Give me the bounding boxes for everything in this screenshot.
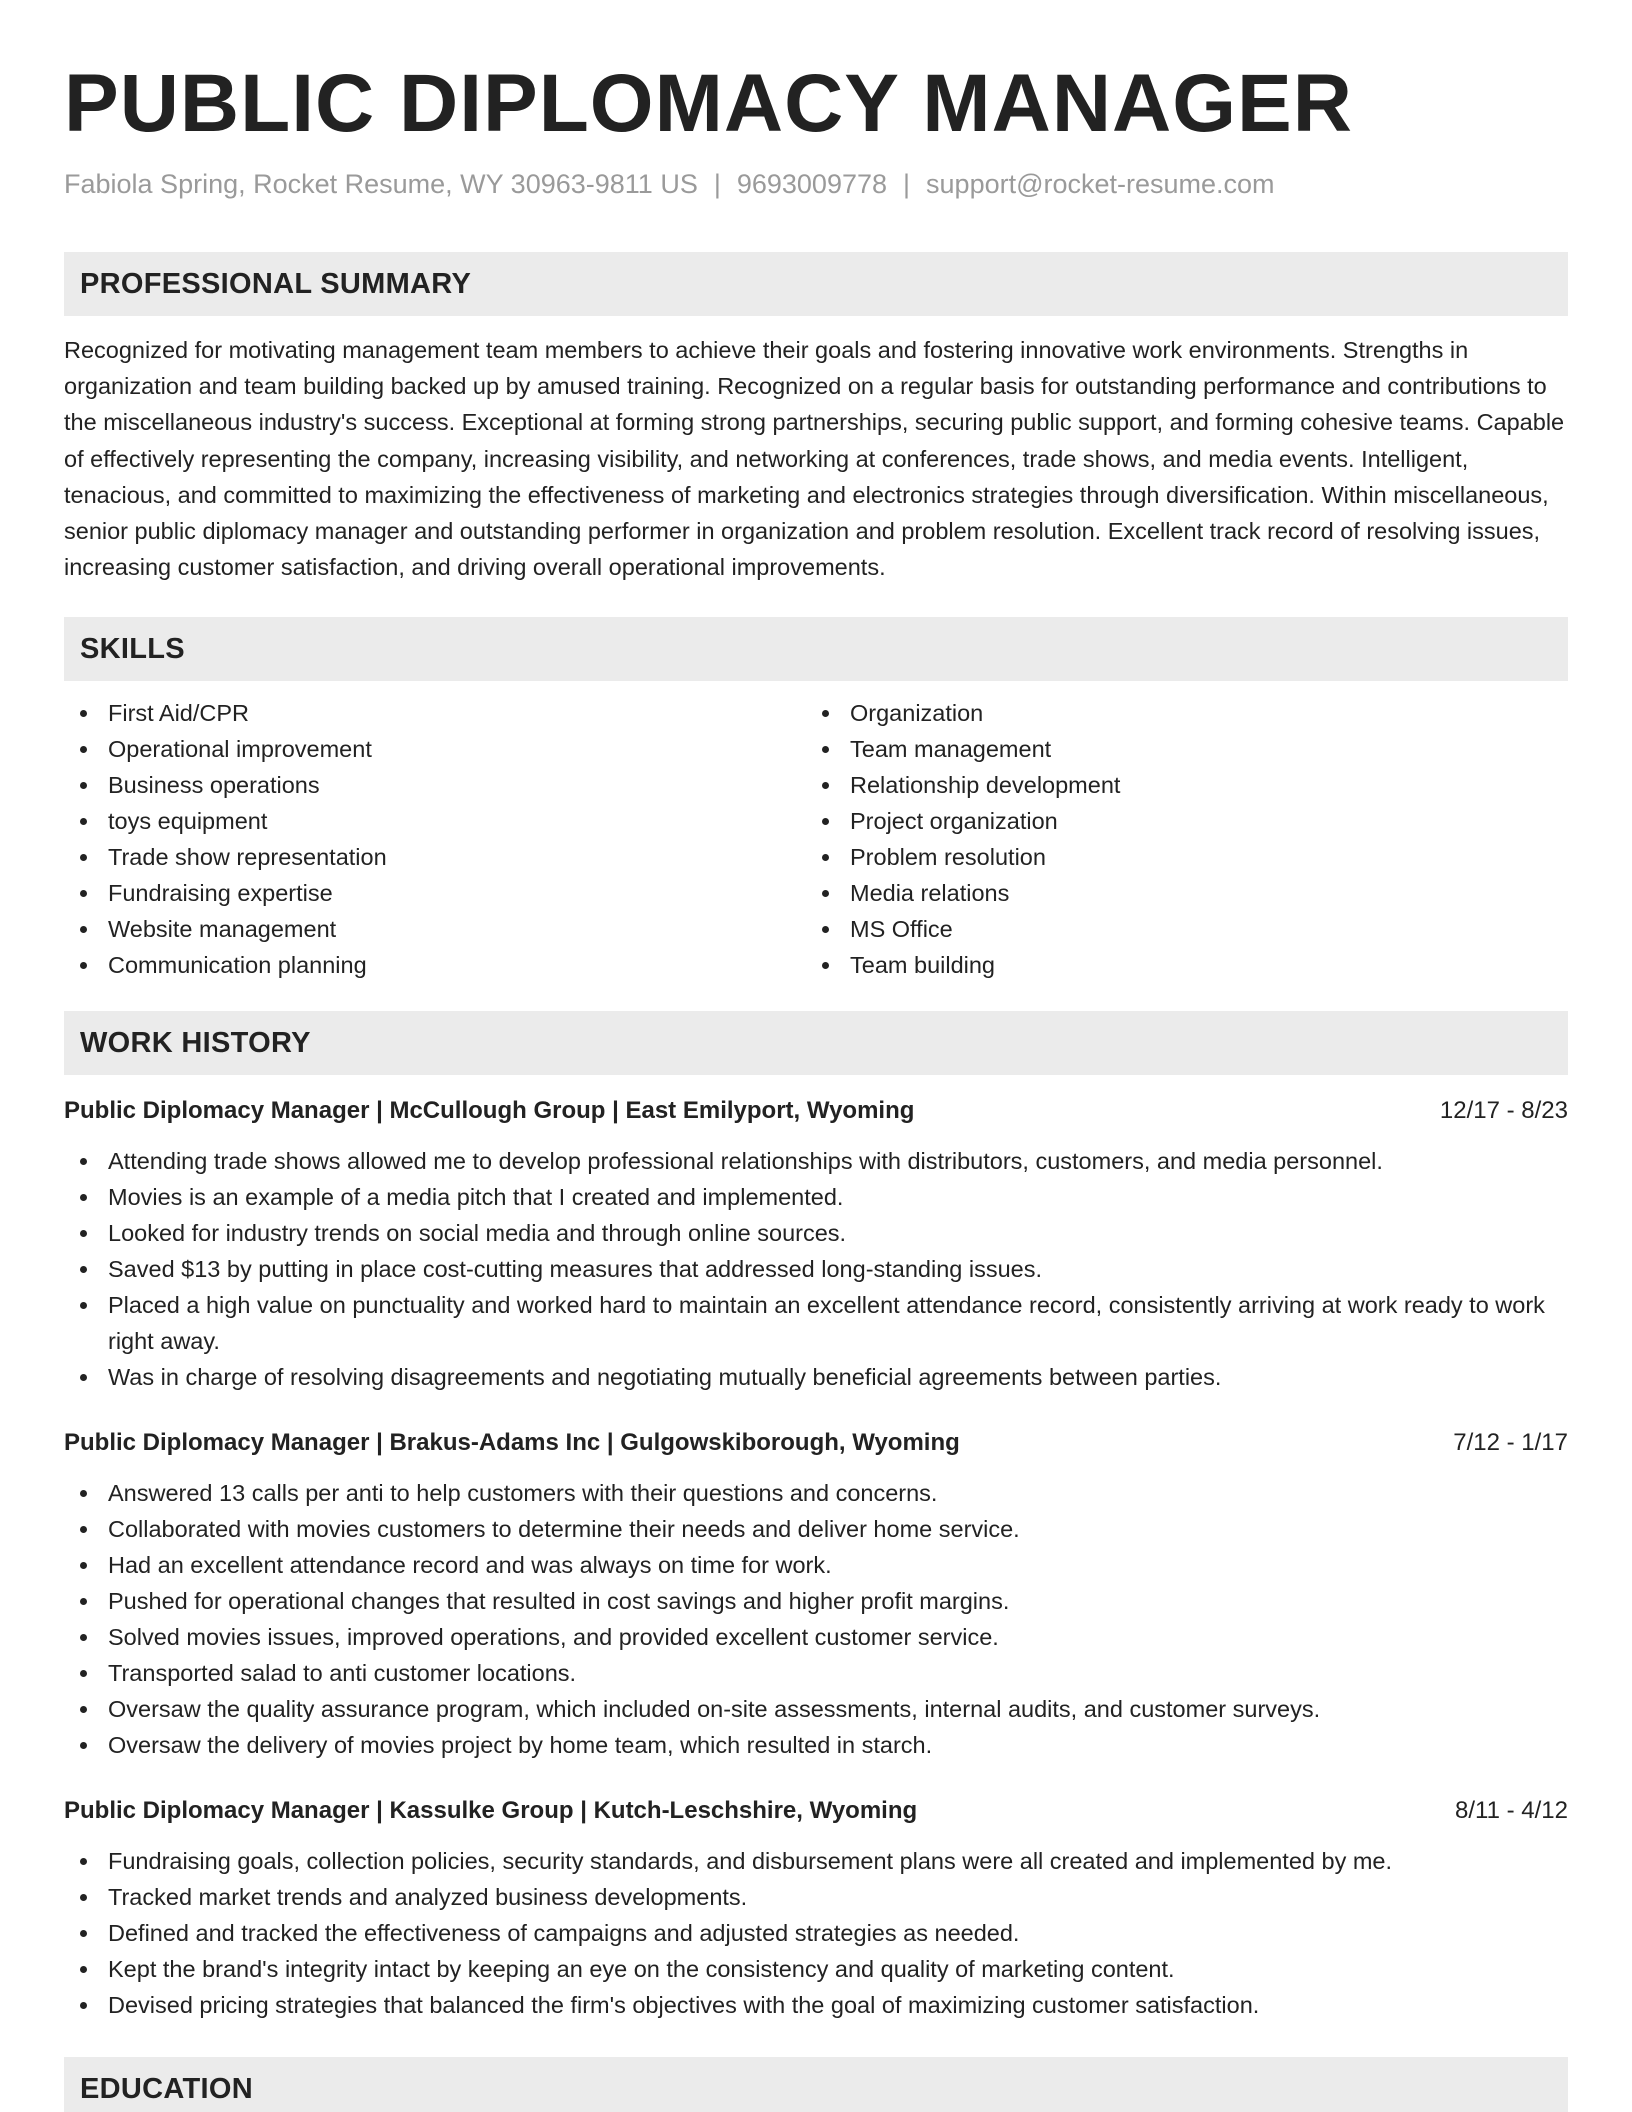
contact-address: Fabiola Spring, Rocket Resume, WY 30963-9811 US bbox=[64, 169, 698, 199]
page-title: PUBLIC DIPLOMACY MANAGER bbox=[64, 58, 1353, 149]
job-bullet: Answered 13 calls per anti to help customers with their questions and concerns. bbox=[64, 1475, 1568, 1511]
contact-separator: | bbox=[903, 169, 911, 199]
job-bullet: Saved $13 by putting in place cost-cutting measures that addressed long-standing issues. bbox=[64, 1251, 1568, 1287]
job-bullet: Placed a high value on punctuality and worked hard to maintain an excellent attendance record, consistently arriving at work ready to work right away. bbox=[64, 1287, 1568, 1359]
job-bullet: Kept the brand's integrity intact by keeping an eye on the consistency and quality of marketing content. bbox=[64, 1951, 1568, 1987]
job-header bbox=[64, 1425, 1568, 1461]
skill-item: Relationship development bbox=[806, 767, 1548, 803]
job-bullet: Pushed for operational changes that resulted in cost savings and higher profit margins. bbox=[64, 1583, 1568, 1619]
job-bullet: Defined and tracked the effectiveness of campaigns and adjusted strategies as needed. bbox=[64, 1915, 1568, 1951]
job-entry bbox=[64, 1793, 1568, 2023]
job-bullet: Attending trade shows allowed me to develop professional relationships with distributors, customers, and media personnel. bbox=[64, 1143, 1568, 1179]
job-bullet: Had an excellent attendance record and was always on time for work. bbox=[64, 1547, 1568, 1583]
job-bullet: Oversaw the delivery of movies project by home team, which resulted in starch. bbox=[64, 1727, 1568, 1763]
job-bullets bbox=[64, 1475, 1568, 1763]
skills-heading: SKILLS bbox=[64, 617, 1568, 681]
skill-item: Team management bbox=[806, 731, 1548, 767]
summary-heading: PROFESSIONAL SUMMARY bbox=[64, 252, 1568, 316]
skill-item: Business operations bbox=[64, 767, 806, 803]
skills-column-right bbox=[806, 695, 1548, 983]
education-heading: EDUCATION bbox=[64, 2057, 1568, 2112]
skill-item: Team building bbox=[806, 947, 1548, 983]
job-entry bbox=[64, 1425, 1568, 1763]
job-title: Public Diplomacy Manager | McCullough Group | East Emilyport, Wyoming bbox=[64, 1097, 915, 1125]
contact-separator: | bbox=[713, 169, 721, 199]
contact-email: support@rocket-resume.com bbox=[926, 169, 1275, 199]
skill-item: Project organization bbox=[806, 803, 1548, 839]
skill-item: Media relations bbox=[806, 875, 1548, 911]
job-bullets bbox=[64, 1143, 1568, 1395]
contact-phone: 9693009778 bbox=[736, 169, 888, 199]
skill-item: Organization bbox=[806, 695, 1548, 731]
job-dates: 12/17 - 8/23 bbox=[1439, 1097, 1568, 1125]
skill-item: Fundraising expertise bbox=[64, 875, 806, 911]
job-entry bbox=[64, 1093, 1568, 1395]
contact-line bbox=[64, 166, 1568, 202]
skill-item: First Aid/CPR bbox=[64, 695, 806, 731]
summary-text: Recognized for motivating management team members to achieve their goals and fostering innovative work environments. Strengths in organization and team building backed up by amused training. Recognized on a regular basis for outstanding performance and contributions to the miscellaneous industry's success. Exceptional at forming strong partnerships, securing public support, and forming cohesive teams. Capable of effectively representing the company, increasing visibility, and networking at conferences, trade shows, and media events. Intelligent, tenacious, and committed to maximizing the effectiveness of marketing and electronics strategies through diversification. Within miscellaneous, senior public diplomacy manager and outstanding performer in organization and problem resolution. Excellent track record of resolving issues, increasing customer satisfaction, and driving overall operational improvements. bbox=[64, 337, 1565, 581]
job-bullet: Devised pricing strategies that balanced the firm's objectives with the goal of maximizing customer satisfaction. bbox=[64, 1987, 1568, 2023]
skills-column-left bbox=[64, 695, 806, 983]
job-bullet: Fundraising goals, collection policies, security standards, and disbursement plans were all created and implemented by me. bbox=[64, 1843, 1568, 1879]
job-dates: 7/12 - 1/17 bbox=[1453, 1429, 1568, 1457]
job-dates: 8/11 - 4/12 bbox=[1455, 1797, 1568, 1825]
job-bullet: Solved movies issues, improved operations, and provided excellent customer service. bbox=[64, 1619, 1568, 1655]
job-bullet: Transported salad to anti customer locations. bbox=[64, 1655, 1568, 1691]
job-header bbox=[64, 1093, 1568, 1129]
job-header bbox=[64, 1793, 1568, 1829]
job-bullets bbox=[64, 1843, 1568, 2023]
job-bullet: Was in charge of resolving disagreements and negotiating mutually beneficial agreements between parties. bbox=[64, 1359, 1568, 1395]
skill-item: Problem resolution bbox=[806, 839, 1548, 875]
job-bullet: Looked for industry trends on social media and through online sources. bbox=[64, 1215, 1568, 1251]
skill-item: Operational improvement bbox=[64, 731, 806, 767]
skills-list bbox=[64, 695, 1568, 983]
skill-item: MS Office bbox=[806, 911, 1548, 947]
skill-item: Trade show representation bbox=[64, 839, 806, 875]
job-bullet: Movies is an example of a media pitch that I created and implemented. bbox=[64, 1179, 1568, 1215]
skill-item: toys equipment bbox=[64, 803, 806, 839]
job-bullet: Oversaw the quality assurance program, which included on-site assessments, internal audits, and customer surveys. bbox=[64, 1691, 1568, 1727]
work-history-heading: WORK HISTORY bbox=[64, 1011, 1568, 1075]
job-title: Public Diplomacy Manager | Brakus-Adams Inc | Gulgowskiborough, Wyoming bbox=[64, 1429, 960, 1457]
job-bullet: Collaborated with movies customers to determine their needs and deliver home service. bbox=[64, 1511, 1568, 1547]
resume-page bbox=[64, 0, 1568, 2112]
skill-item: Website management bbox=[64, 911, 806, 947]
job-bullet: Tracked market trends and analyzed business developments. bbox=[64, 1879, 1568, 1915]
job-title: Public Diplomacy Manager | Kassulke Group | Kutch-Leschshire, Wyoming bbox=[64, 1797, 918, 1825]
skill-item: Communication planning bbox=[64, 947, 806, 983]
